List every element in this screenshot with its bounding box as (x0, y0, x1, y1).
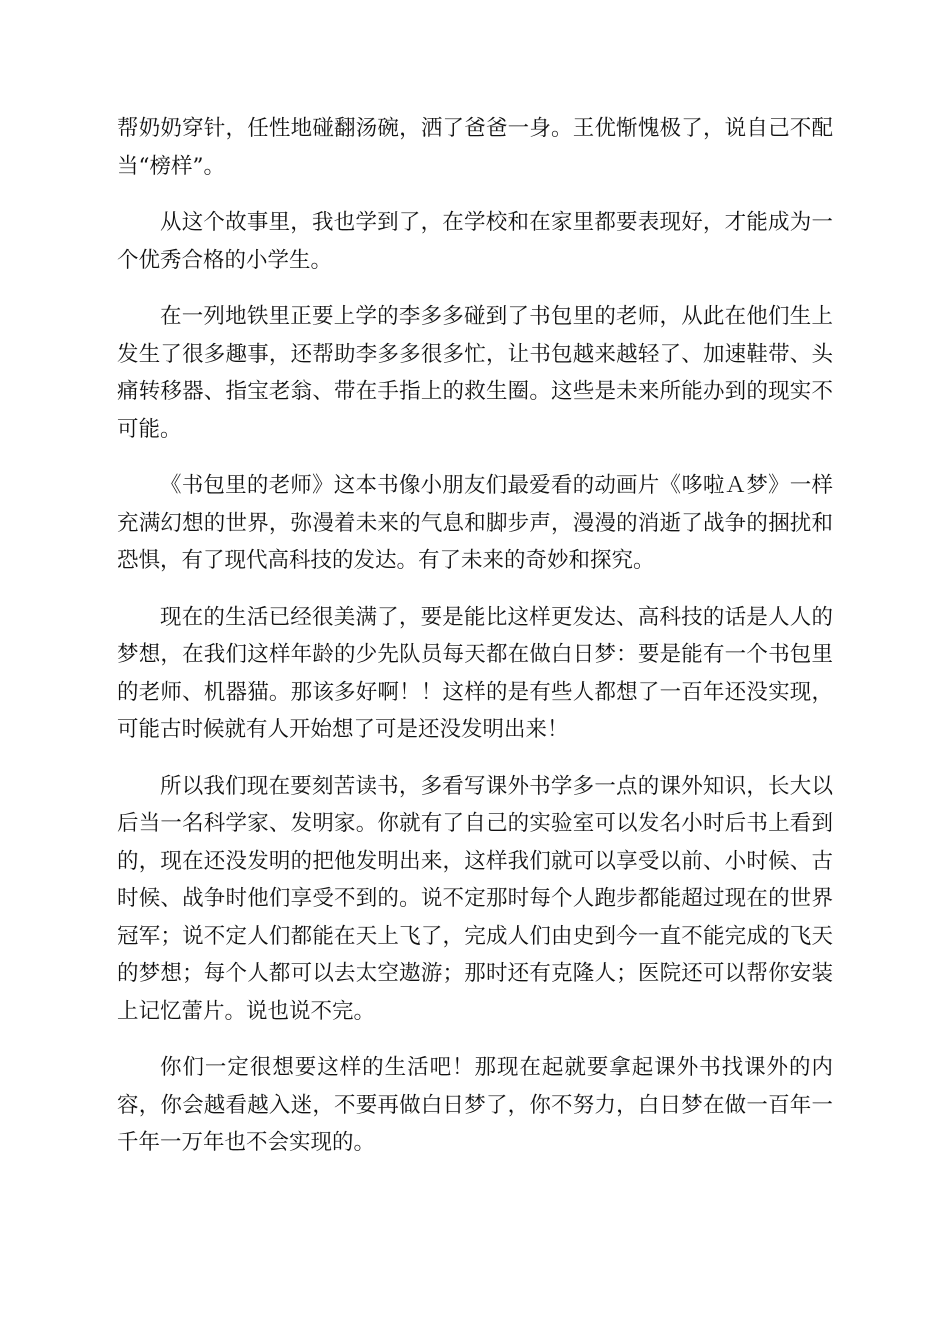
paragraph-continued: 帮奶奶穿针，任性地碰翻汤碗，洒了爸爸一身。王优惭愧极了，说自己不配当“榜样”。 (117, 116, 833, 179)
paragraph: 现在的生活已经很美满了，要是能比这样更发达、高科技的话是人人的梦想，在我们这样年龄的少先队员每天都在做白日梦：要是能有一个书包里的老师、机器猫。那该多好啊！！这样的是有些人都想了一百年还没实现，可能古时候就有人开始想了可是还没发明出来！ (117, 604, 833, 742)
paragraph: 所以我们现在要刻苦读书，多看写课外书学多一点的课外知识，长大以后当一名科学家、发明家。你就有了自己的实验室可以发名小时后书上看到的，现在还没发明的把他发明出来，这样我们就可以享受以前、小时候、古时候、战争时他们享受不到的。说不定那时每个人跑步都能超过现在的世界冠军；说不定人们都能在天上飞了，完成人们由史到今一直不能完成的飞天的梦想；每个人都可以去太空遨游；那时还有克隆人；医院还可以帮你安装上记忆蕾片。说也说不完。 (117, 773, 833, 1024)
paragraph: 你们一定很想要这样的生活吧！那现在起就要拿起课外书找课外的内容，你会越看越入迷，不要再做白日梦了，你不努力，白日梦在做一百年一千年一万年也不会实现的。 (117, 1055, 833, 1155)
paragraph: 《书包里的老师》这本书像小朋友们最爱看的动画片《哆啦Ａ梦》一样充满幻想的世界，弥漫着未来的气息和脚步声，漫漫的消逝了战争的捆扰和恐惧，有了现代高科技的发达。有了未来的奇妙和探究。 (117, 473, 833, 573)
paragraph: 从这个故事里，我也学到了，在学校和在家里都要表现好，才能成为一个优秀合格的小学生。 (117, 210, 833, 273)
document-body (117, 110, 833, 1181)
paragraph: 在一列地铁里正要上学的李多多碰到了书包里的老师，从此在他们生上发生了很多趣事，还帮助李多多很多忙，让书包越来越轻了、加速鞋带、头痛转移器、指宝老翁、带在手指上的救生圈。这些是未来所能办到的现实不可能。 (117, 304, 833, 442)
